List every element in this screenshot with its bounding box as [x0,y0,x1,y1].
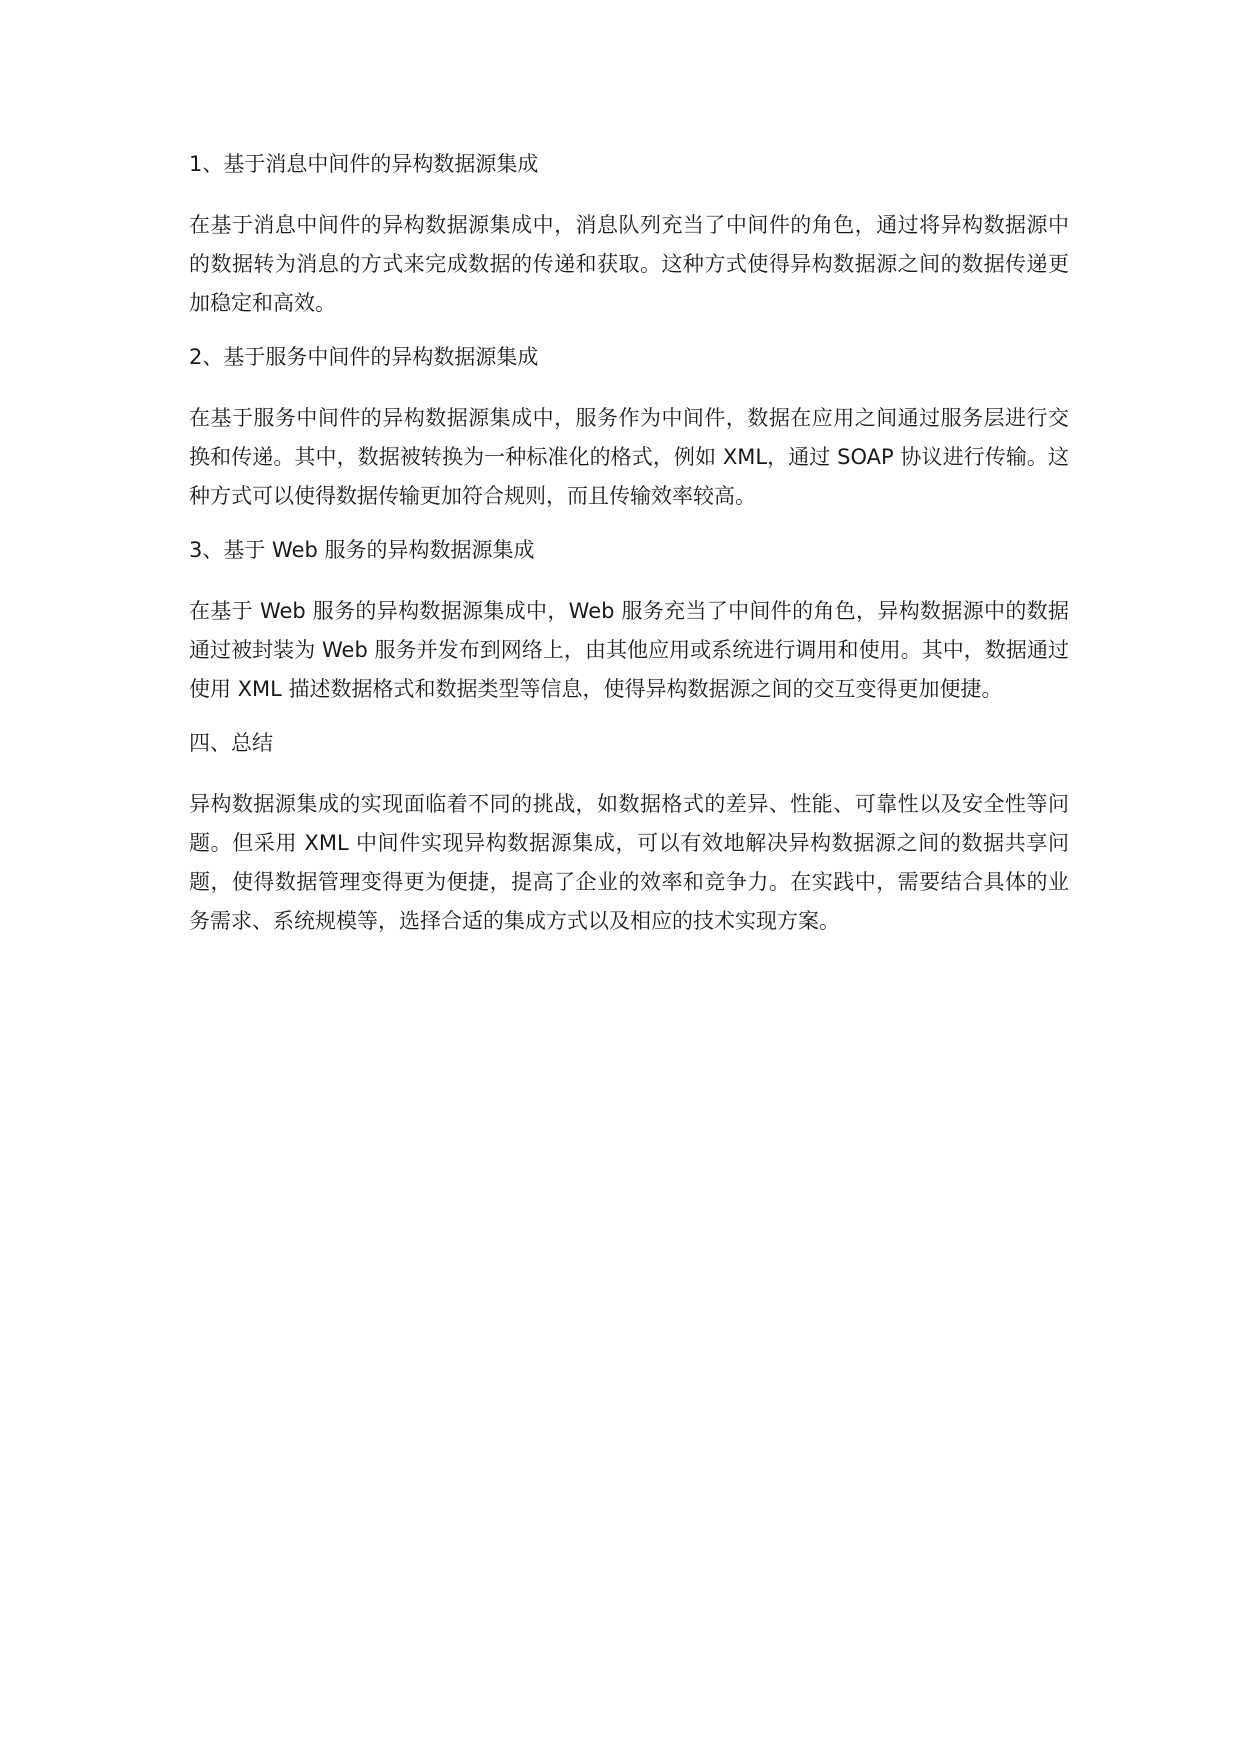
document-page [189,150,1069,961]
section-web-service [189,536,1069,709]
section-heading: 3、基于 Web 服务的异构数据源集成 [189,538,535,562]
section-paragraph: 在基于 Web 服务的异构数据源集成中，Web 服务充当了中间件的角色，异构数据源中的数据通过被封装为 Web 服务并发布到网络上，由其他应用或系统进行调用和使用。其中，数据通过使用 XML 描述数据格式和数据类型等信息，使得异构数据源之间的交互变得更加便捷。 [189,599,1069,701]
section-paragraph: 在基于服务中间件的异构数据源集成中，服务作为中间件，数据在应用之间通过服务层进行交换和传递。其中，数据被转换为一种标准化的格式，例如 XML，通过 SOAP 协议进行传输。这种方式可以使得数据传输更加符合规则，而且传输效率较高。 [189,406,1069,508]
section-paragraph: 异构数据源集成的实现面临着不同的挑战，如数据格式的差异、性能、可靠性以及安全性等问题。但采用 XML 中间件实现异构数据源集成，可以有效地解决异构数据源之间的数据共享问题，使得数据管理变得更为便捷，提高了企业的效率和竞争力。在实践中，需要结合具体的业务需求、系统规模等，选择合适的集成方式以及相应的技术实现方案。 [189,792,1069,933]
section-service-middleware [189,343,1069,516]
section-heading: 四、总结 [189,731,273,755]
section-message-middleware [189,150,1069,323]
section-summary [189,729,1069,941]
section-heading: 1、基于消息中间件的异构数据源集成 [189,152,539,176]
section-heading: 2、基于服务中间件的异构数据源集成 [189,345,539,369]
section-paragraph: 在基于消息中间件的异构数据源集成中，消息队列充当了中间件的角色，通过将异构数据源中的数据转为消息的方式来完成数据的传递和获取。这种方式使得异构数据源之间的数据传递更加稳定和高效。 [189,213,1069,315]
